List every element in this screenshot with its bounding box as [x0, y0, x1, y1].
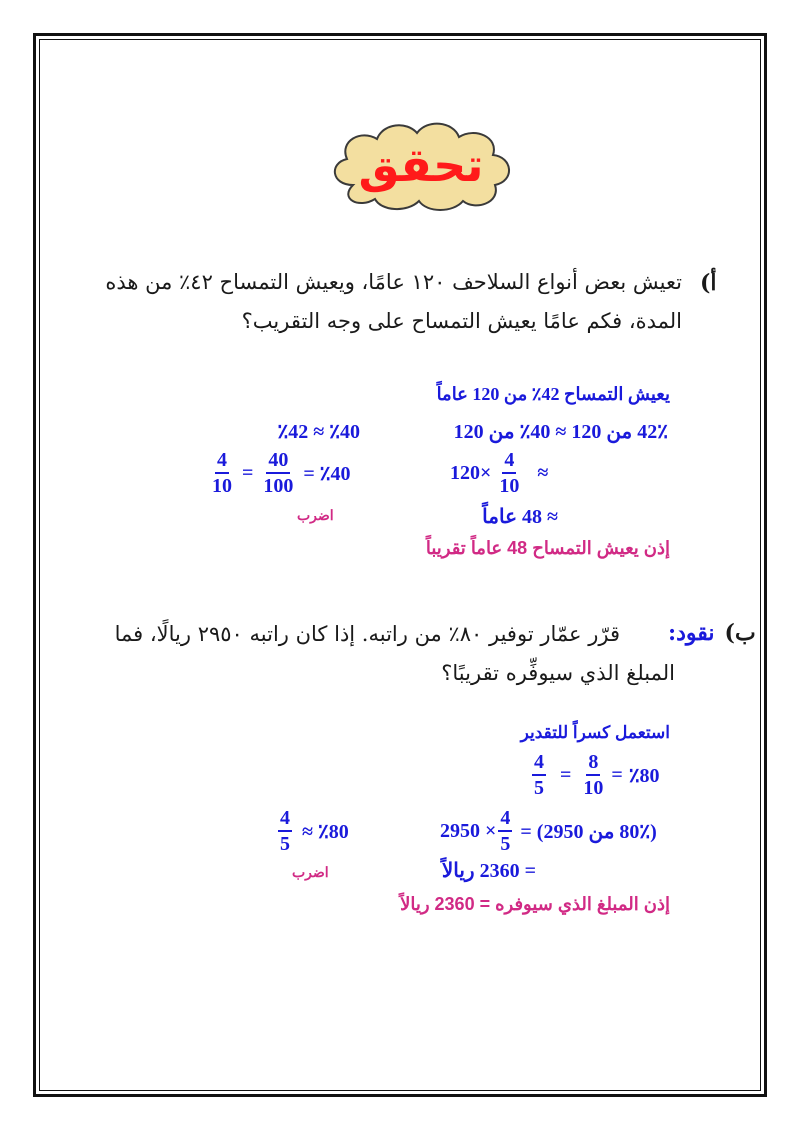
equals-sign: =	[560, 763, 572, 786]
solution-b-result: = 2360 ريالاً	[441, 860, 536, 882]
fraction-4-5-approx	[278, 808, 292, 854]
calc-times: 2950 ×	[440, 819, 497, 842]
question-a-label: أ)	[700, 270, 717, 296]
fraction-40-100	[261, 450, 295, 496]
equals-sign: =	[242, 461, 254, 484]
step2-prefix: 120×	[450, 461, 492, 484]
solution-a-fraction-eq	[210, 450, 351, 496]
solution-a-approx: ٪40 ≈ ٪42	[277, 421, 360, 443]
solution-b-approx	[278, 808, 349, 854]
fraction-denominator: 5	[280, 833, 290, 855]
multiply-note-a: اضرب	[297, 507, 334, 523]
fraction-denominator: 10	[583, 777, 604, 799]
fraction-numerator: 4	[502, 450, 516, 474]
fraction-denominator: 10	[212, 475, 232, 497]
fraction-denominator: 5	[500, 833, 511, 855]
solution-a-conclusion: إذن يعيش التمساح 48 عاماً تقريباً	[425, 538, 670, 558]
solution-b-fraction-eq	[532, 752, 660, 798]
solution-b-heading: استعمل كسراً للتقدير	[520, 723, 670, 742]
fraction-denominator: 10	[499, 475, 520, 497]
solution-b-calc	[440, 808, 657, 854]
question-a-line1: تعيش بعض أنواع السلاحف ١٢٠ عامًا، ويعيش التمساح ٤٢٪ من هذه	[105, 270, 682, 294]
pct-80: ٪80	[628, 764, 660, 787]
fraction-4-10	[497, 450, 521, 496]
fraction-numerator: 4	[532, 752, 546, 776]
side-eq-pct: = ٪40	[303, 462, 351, 485]
fraction-8-10	[581, 752, 605, 798]
calc-left: (80٪ من 2950) =	[520, 820, 657, 843]
fraction-numerator: 4	[215, 450, 229, 474]
fraction-numerator: 4	[278, 808, 292, 832]
question-a-line2: المدة، فكم عامًا يعيش التمساح على وجه التقريب؟	[241, 309, 682, 333]
question-b-topic: نقود:	[668, 620, 715, 646]
fraction-numerator: 4	[498, 808, 512, 832]
fraction-denominator: 5	[534, 777, 544, 799]
approx-left: ≈ ٪80	[302, 820, 349, 843]
equals-sign: =	[611, 763, 623, 786]
page-title: تحقق	[358, 138, 484, 192]
multiply-note-b: اضرب	[292, 864, 329, 880]
fraction-numerator: 8	[586, 752, 600, 776]
solution-b-conclusion: إذن المبلغ الذي سيوفره = 2360 ريالاً	[400, 894, 670, 914]
fraction-4-5-calc	[498, 808, 512, 854]
question-b-line1: قرّر عمّار توفير ٨٠٪ من راتبه. إذا كان راتبه ٢٩٥٠ ريالًا، فما	[114, 622, 620, 646]
solution-a-step1: 42٪ من 120 ≈ 40٪ من 120	[453, 421, 668, 443]
title-cloud	[323, 115, 519, 215]
fraction-denominator: 100	[263, 475, 294, 497]
solution-a-heading: يعيش التمساح 42٪ من 120 عاماً	[436, 384, 670, 404]
solution-a-step2	[450, 450, 548, 496]
step2-suffix: ≈	[537, 461, 549, 484]
fraction-4-10-side	[210, 450, 234, 496]
question-b-label: ب)	[724, 620, 756, 646]
question-b-heading	[668, 620, 756, 646]
question-b-line2: المبلغ الذي سيوفِّره تقريبًا؟	[441, 661, 675, 685]
fraction-numerator: 40	[266, 450, 290, 474]
solution-a-result: ≈ 48 عاماً	[482, 506, 558, 528]
fraction-4-5	[532, 752, 546, 798]
